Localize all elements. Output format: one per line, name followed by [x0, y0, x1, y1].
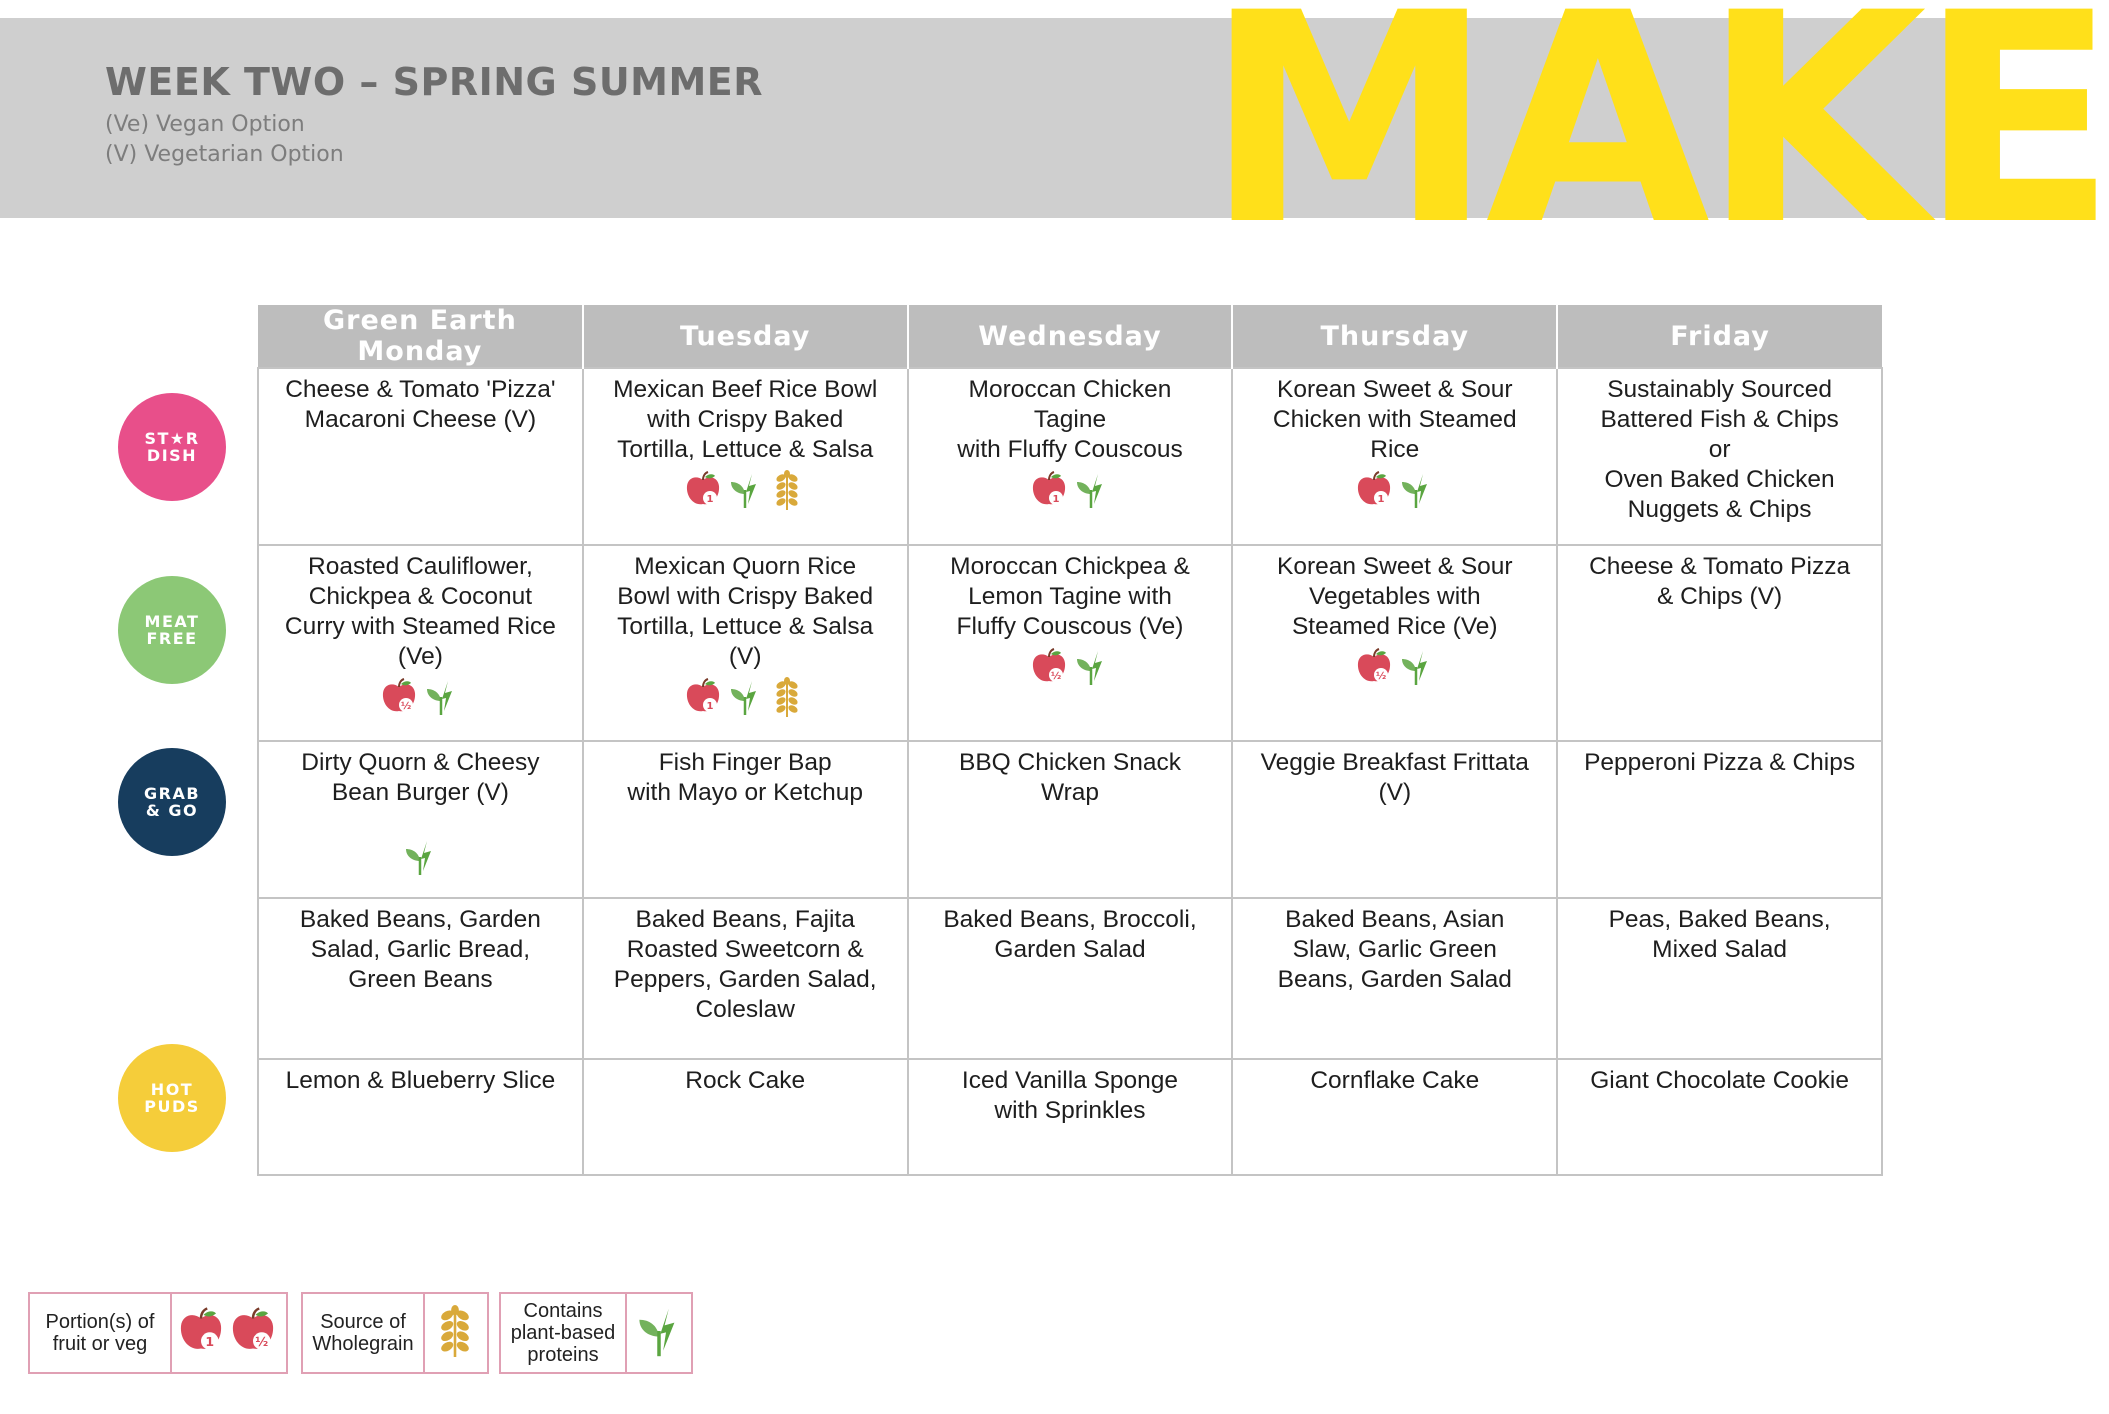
key-wholegrain-icons — [425, 1294, 485, 1372]
menu-cell — [1232, 898, 1557, 1059]
dish-text: Moroccan Chickpea & Lemon Tagine with Fluffy Couscous (Ve) — [950, 553, 1190, 640]
dish-text: Dirty Quorn & Cheesy Bean Burger (V) — [301, 749, 540, 806]
plant-protein-icon — [725, 677, 765, 717]
menu-row — [258, 741, 1882, 898]
dish-text: Moroccan Chicken Tagine with Fluffy Couscous — [957, 376, 1183, 463]
menu-cell — [258, 741, 583, 898]
plant-protein-icon — [400, 837, 440, 877]
menu-table — [257, 305, 1883, 1176]
apple-1-icon — [683, 470, 723, 510]
key-plant-protein-label: Contains plant-based proteins — [501, 1294, 627, 1372]
day-header: Thursday — [1232, 305, 1557, 368]
page-title: WEEK TWO – SPRING SUMMER — [105, 60, 764, 104]
day-header: Green Earth Monday — [258, 305, 583, 368]
menu-cell — [583, 545, 908, 741]
key-fruit-veg — [28, 1292, 288, 1374]
svg-text:1: 1 — [706, 494, 714, 505]
apple-1-icon — [1029, 470, 1069, 510]
dish-text: Lemon & Blueberry Slice — [285, 1067, 556, 1094]
svg-text:½: ½ — [1050, 671, 1062, 682]
menu-cell — [583, 368, 908, 545]
dish-text: Sustainably Sourced Battered Fish & Chips or Oven Baked Chicken Nuggets & Chips — [1600, 376, 1839, 523]
menu-cell — [1557, 368, 1882, 545]
svg-text:1: 1 — [1052, 494, 1060, 505]
dish-text: BBQ Chicken Snack Wrap — [959, 749, 1181, 806]
menu-cell — [908, 1059, 1233, 1175]
day-header: Wednesday — [908, 305, 1233, 368]
menu-cell — [908, 741, 1233, 898]
dish-text: Mexican Beef Rice Bowl with Crispy Baked Tortilla, Lettuce & Salsa — [613, 376, 878, 463]
apple-half-icon — [1354, 647, 1394, 687]
svg-text:1: 1 — [706, 701, 714, 712]
menu-row — [258, 1059, 1882, 1175]
apple-half-icon — [228, 1306, 278, 1361]
header-banner — [0, 0, 2109, 289]
menu-cell — [258, 898, 583, 1059]
svg-text:½: ½ — [1375, 671, 1386, 682]
vegan-note: (Ve) Vegan Option — [105, 112, 305, 137]
menu-cell — [1557, 741, 1882, 898]
dish-text: Baked Beans, Broccoli, Garden Salad — [943, 906, 1197, 963]
plant-protein-icon — [421, 677, 461, 717]
plant-protein-icon — [1396, 470, 1436, 510]
key-plant-protein — [499, 1292, 693, 1374]
svg-text:1: 1 — [1377, 494, 1385, 505]
plant-protein-icon — [1071, 470, 1111, 510]
apple-half-icon — [379, 677, 419, 717]
dish-text: Korean Sweet & Sour Vegetables with Steamed Rice (Ve) — [1276, 553, 1513, 640]
dish-text: Cornflake Cake — [1310, 1067, 1480, 1094]
dish-text: Cheese & Tomato Pizza & Chips (V) — [1589, 553, 1851, 610]
plant-protein-icon — [631, 1303, 687, 1364]
dish-text: Iced Vanilla Sponge with Sprinkles — [961, 1067, 1179, 1124]
dish-text: Roasted Cauliflower, Chickpea & Coconut Curry with Steamed Rice (Ve) — [284, 553, 556, 670]
dish-icons — [592, 467, 899, 513]
dish-text: Baked Beans, Fajita Roasted Sweetcorn & Peppers, Garden Salad, Coleslaw — [613, 906, 877, 1023]
dish-icons — [1241, 644, 1548, 690]
menu-cell — [583, 1059, 908, 1175]
dish-icons — [917, 644, 1224, 690]
menu-cell — [1232, 545, 1557, 741]
wholegrain-icon — [429, 1305, 481, 1362]
apple-half-icon — [1029, 647, 1069, 687]
menu-row — [258, 545, 1882, 741]
dish-text: Pepperoni Pizza & Chips — [1584, 749, 1856, 776]
day-header: Tuesday — [583, 305, 908, 368]
meat-free-badge: MEAT FREE — [118, 576, 226, 684]
grab-and-go-badge: GRAB & GO — [118, 748, 226, 856]
dish-text: Korean Sweet & Sour Chicken with Steamed Rice — [1272, 376, 1517, 463]
key-fruit-veg-icons — [172, 1294, 282, 1372]
dish-text: Peas, Baked Beans, Mixed Salad — [1608, 906, 1831, 963]
dish-icons — [267, 674, 574, 720]
menu-row — [258, 898, 1882, 1059]
svg-text:½: ½ — [401, 701, 412, 712]
apple-1-icon — [176, 1306, 226, 1361]
key-wholegrain — [301, 1292, 489, 1374]
menu-cell — [1232, 1059, 1557, 1175]
dish-icons — [592, 674, 899, 720]
plant-protein-icon — [1071, 647, 1111, 687]
dish-icons — [267, 834, 574, 880]
dish-icons — [1241, 467, 1548, 513]
dish-text: Veggie Breakfast Frittata (V) — [1260, 749, 1529, 806]
key-plant-protein-icons — [627, 1294, 691, 1372]
dish-text: Cheese & Tomato 'Pizza' Macaroni Cheese (V) — [285, 376, 556, 433]
hot-puds-badge: HOT PUDS — [118, 1044, 226, 1152]
key-fruit-veg-label: Portion(s) of fruit or veg — [30, 1294, 172, 1372]
wholegrain-icon — [767, 470, 807, 510]
day-header-row — [258, 305, 1882, 368]
brand-logo: MAKE — [1205, 0, 2109, 289]
day-header: Friday — [1557, 305, 1882, 368]
apple-1-icon — [683, 677, 723, 717]
svg-text:½: ½ — [255, 1333, 269, 1349]
dish-text: Mexican Quorn Rice Bowl with Crispy Baked Tortilla, Lettuce & Salsa (V) — [617, 553, 874, 670]
apple-1-icon — [1354, 470, 1394, 510]
dish-text: Baked Beans, Asian Slaw, Garlic Green Beans, Garden Salad — [1277, 906, 1512, 993]
menu-cell — [1557, 545, 1882, 741]
star-dish-badge: ST★R DISH — [118, 393, 226, 501]
menu-cell — [1557, 1059, 1882, 1175]
menu-cell — [1232, 368, 1557, 545]
menu-cell — [1232, 741, 1557, 898]
menu-cell — [583, 741, 908, 898]
wholegrain-icon — [767, 677, 807, 717]
dish-text: Baked Beans, Garden Salad, Garlic Bread, Green Beans — [299, 906, 541, 993]
menu-cell — [583, 898, 908, 1059]
menu-cell — [908, 368, 1233, 545]
menu-cell — [908, 898, 1233, 1059]
menu-cell — [258, 545, 583, 741]
vegetarian-note: (V) Vegetarian Option — [105, 142, 344, 167]
dish-text: Rock Cake — [685, 1067, 806, 1094]
dish-text: Giant Chocolate Cookie — [1590, 1067, 1849, 1094]
menu-cell — [1557, 898, 1882, 1059]
plant-protein-icon — [1396, 647, 1436, 687]
menu-cell — [258, 1059, 583, 1175]
key-wholegrain-label: Source of Wholegrain — [303, 1294, 425, 1372]
menu-cell — [258, 368, 583, 545]
plant-protein-icon — [725, 470, 765, 510]
menu-row — [258, 368, 1882, 545]
menu-cell — [908, 545, 1233, 741]
svg-text:1: 1 — [205, 1333, 215, 1349]
dish-icons — [917, 467, 1224, 513]
dish-text: Fish Finger Bap with Mayo or Ketchup — [627, 749, 863, 806]
